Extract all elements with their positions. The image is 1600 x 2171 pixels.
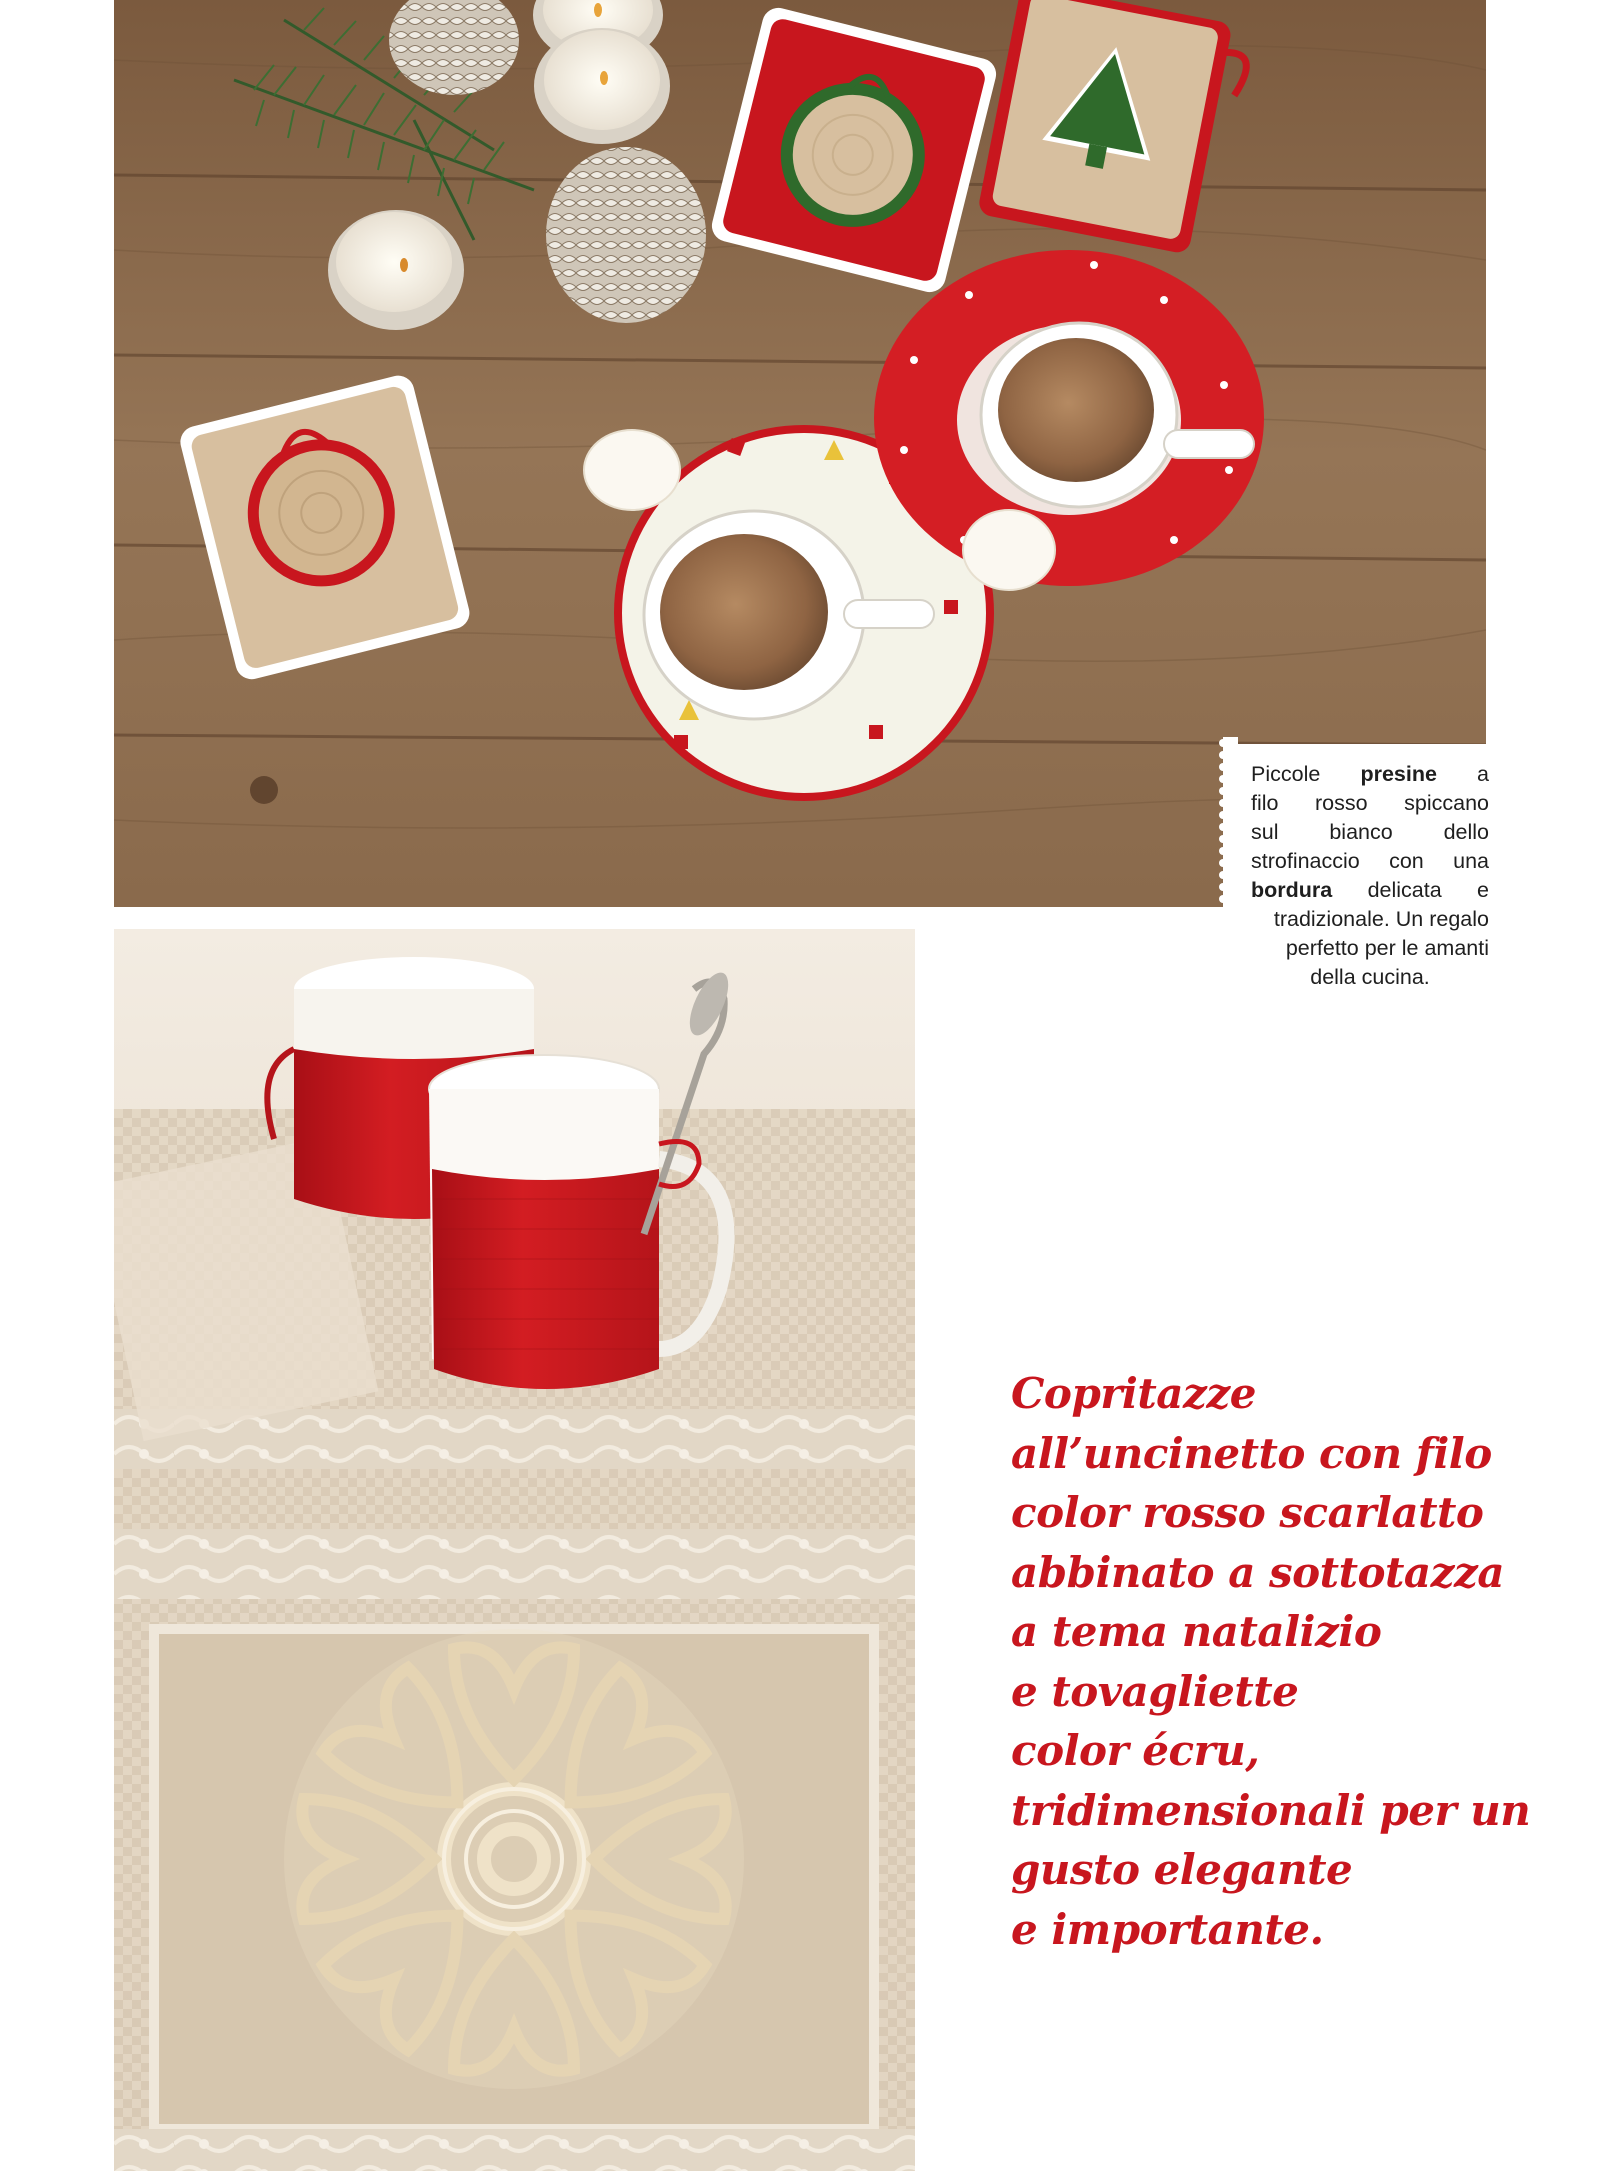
caption-line [1251,818,1489,847]
headline-line: all’uncinetto con filo [1011,1428,1492,1478]
caption-line [1251,905,1489,934]
caption-bold-term: bordura [1251,878,1333,902]
caption-line [1251,963,1489,992]
caption-line [1251,847,1489,876]
headline-line: a tema natalizio [1011,1607,1382,1656]
headline-line: tridimensionali per un [1011,1785,1531,1835]
stamp-edge-decoration [1216,737,1238,927]
caption-text-segment: della cucina. [1310,965,1430,989]
caption-line [1251,876,1489,905]
headline-line: gusto elegante [1011,1845,1353,1894]
caption-text-segment: strofinaccio con una [1251,849,1489,873]
caption-line [1251,789,1489,818]
caption-text-segment: tradizionale. Un regalo [1273,907,1489,931]
headline [1011,1364,1531,1959]
caption-line [1251,934,1489,963]
headline-line: color écru, [1011,1726,1260,1775]
bottom-photo [114,929,915,2171]
caption-line [1251,760,1489,789]
headline-line: Copritazze [1011,1369,1256,1418]
caption-text-segment: sul bianco dello [1251,820,1489,844]
caption-text-segment: filo rosso spiccano [1251,791,1489,815]
caption-text-segment: Piccole [1251,762,1361,786]
mugs-doily-scene [114,929,915,2171]
caption-bold-term: presine [1360,762,1437,786]
caption-text-segment: a [1436,762,1489,786]
caption-text-segment: perfetto per le amanti [1285,936,1489,960]
photo-caption [1251,760,1489,992]
headline-line: color rosso scarlatto [1011,1488,1484,1537]
headline-line: e importante. [1011,1904,1324,1954]
headline-line: abbinato a sottotazza [1011,1547,1505,1597]
caption-text-segment: delicata e [1332,878,1489,902]
headline-line: e tovagliette [1011,1666,1299,1716]
caption-box [1223,744,1489,1002]
